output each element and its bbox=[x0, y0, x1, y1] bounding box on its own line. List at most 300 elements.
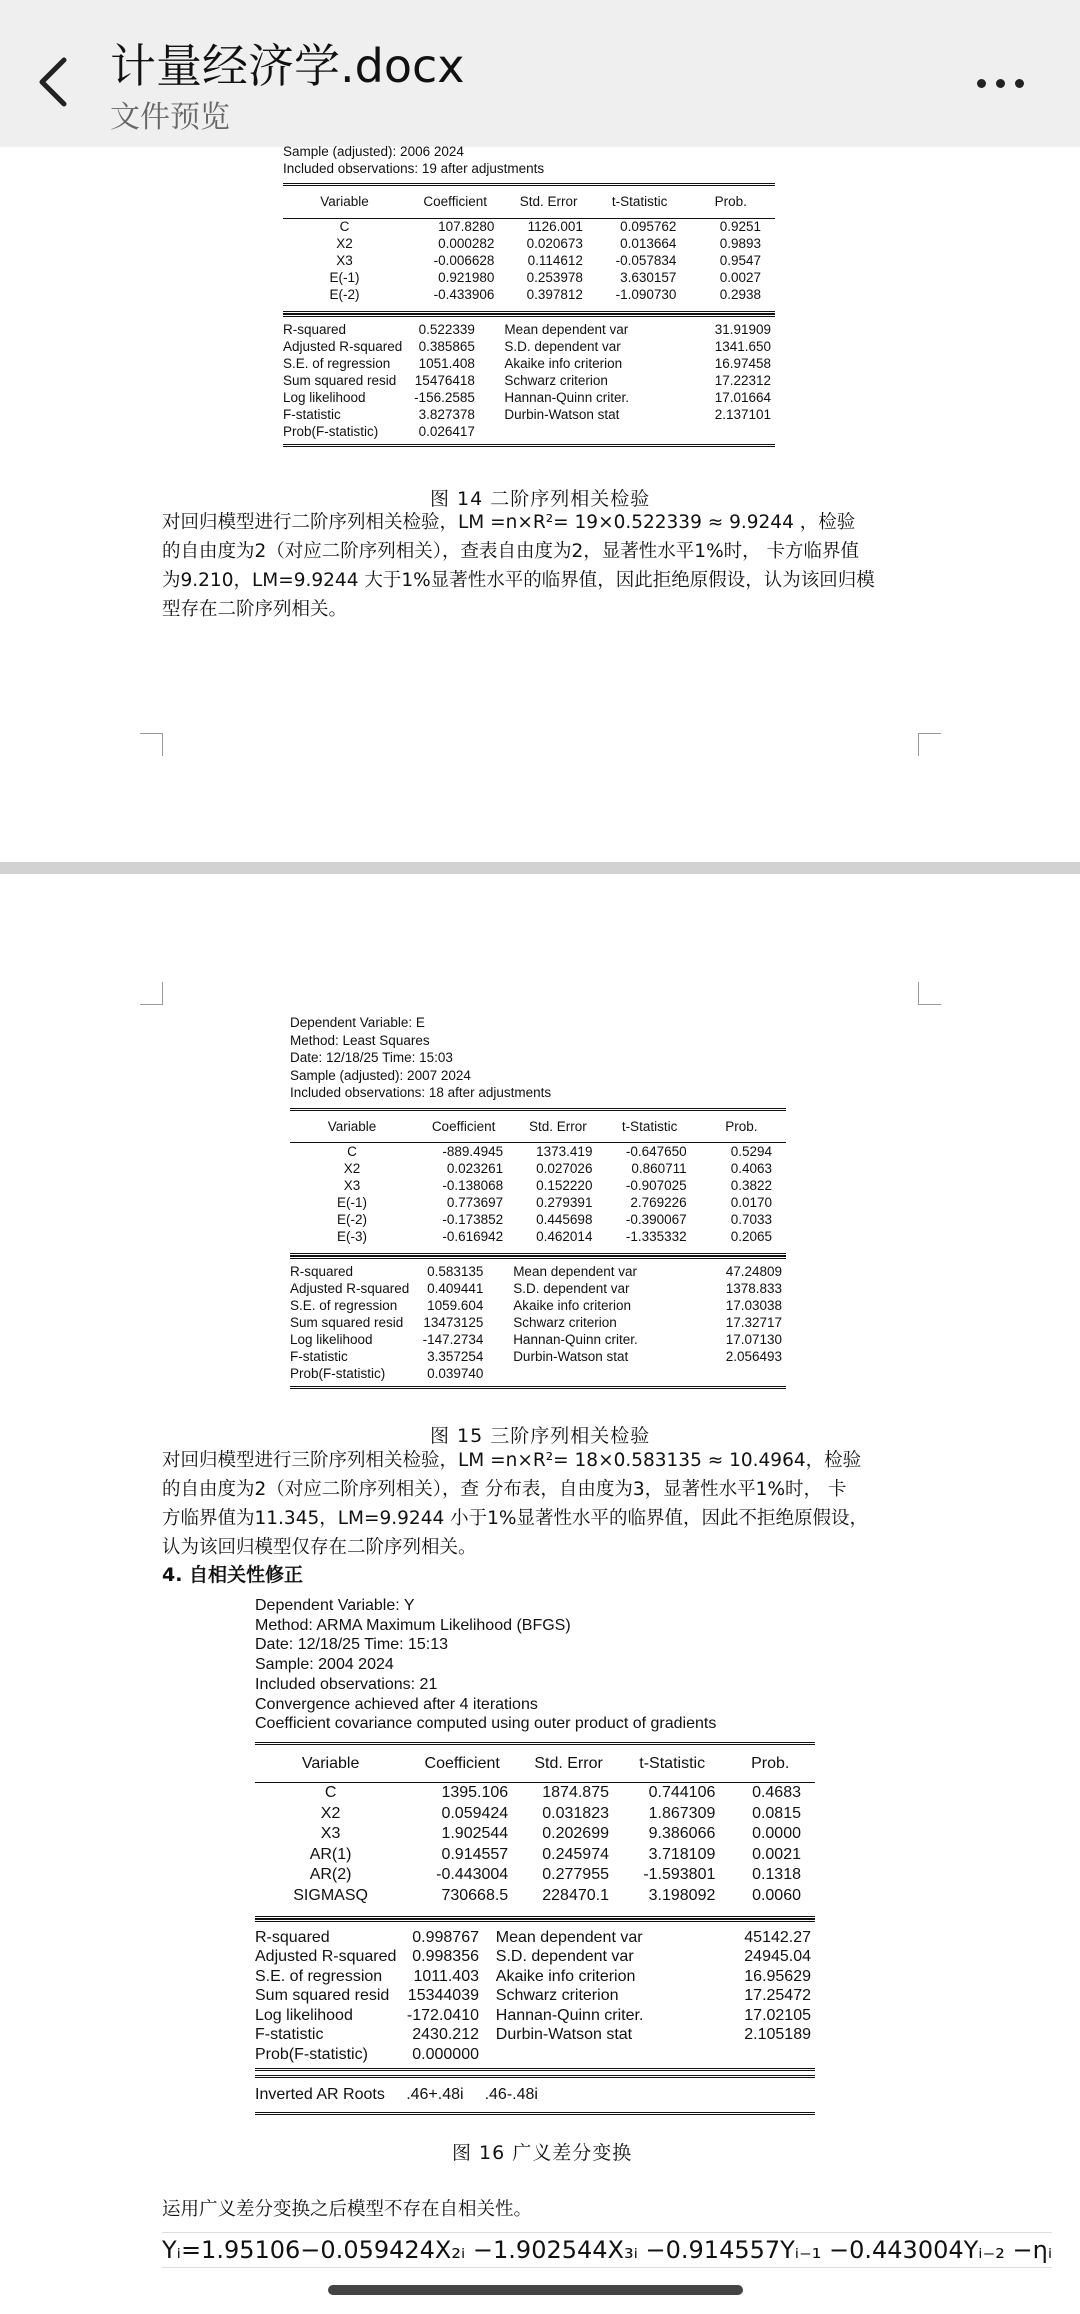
paragraph-line: 为9.210，LM=9.9244 大于1%显著性水平的临界值，因此拒绝原假设，认为该回归模 bbox=[162, 570, 875, 591]
coefficient-value: 0.114612 bbox=[527, 253, 583, 268]
statistic-value: 0.409441 bbox=[427, 1280, 484, 1296]
statistic-value: 0.026417 bbox=[418, 424, 475, 439]
statistic-row bbox=[283, 338, 775, 355]
statistic-value: 17.02105 bbox=[744, 2006, 811, 2024]
column-header: Prob. bbox=[725, 1118, 758, 1134]
statistic-value: 2430.212 bbox=[412, 2026, 479, 2044]
spacer-cell bbox=[483, 1280, 513, 1297]
statistic-value: 0.385865 bbox=[418, 339, 475, 354]
spacer-row bbox=[255, 2064, 815, 2068]
coefficient-value: 0.4063 bbox=[730, 1160, 772, 1176]
variable-name: X2 bbox=[343, 1160, 361, 1176]
coefficient-value: 0.1318 bbox=[752, 1866, 801, 1884]
page-separator bbox=[0, 862, 1080, 874]
statistic-value: 24945.04 bbox=[744, 1948, 811, 1966]
coefficient-value: 0.020673 bbox=[526, 236, 583, 251]
coefficient-value: 0.7033 bbox=[730, 1211, 772, 1227]
coefficient-row bbox=[255, 1885, 815, 1906]
statistic-value: 31.91909 bbox=[714, 322, 771, 337]
regression-meta-line: Date: 12/18/25 Time: 15:13 bbox=[255, 1636, 449, 1654]
spacer-row bbox=[290, 1245, 786, 1253]
variable-name: SIGMASQ bbox=[293, 1886, 368, 1904]
column-header: t-Statistic bbox=[621, 1118, 678, 1134]
spacer-cell bbox=[479, 2006, 496, 2026]
coefficient-value: 0.013664 bbox=[620, 236, 677, 251]
spacer-cell bbox=[475, 355, 505, 372]
variable-name: E(-1) bbox=[337, 1194, 367, 1210]
coefficient-table bbox=[283, 186, 775, 311]
regression-output-fig14 bbox=[283, 143, 775, 447]
statistic-row bbox=[283, 423, 775, 440]
coefficient-value: 3.630157 bbox=[620, 270, 677, 285]
statistic-label: Prob(F-statistic) bbox=[290, 1365, 386, 1381]
statistic-label: Log likelihood bbox=[255, 2006, 353, 2024]
coefficient-row bbox=[290, 1160, 786, 1177]
statistic-row bbox=[290, 1280, 786, 1297]
statistic-label: R-squared bbox=[290, 1263, 354, 1279]
regression-meta-line: Included observations: 21 bbox=[255, 1675, 438, 1693]
chevron-left-icon bbox=[28, 52, 78, 112]
statistic-row bbox=[255, 2045, 815, 2065]
statistic-label: Hannan-Quinn criter. bbox=[504, 390, 629, 405]
statistic-label: S.D. dependent var bbox=[513, 1280, 630, 1296]
paragraph-line: 型存在二阶序列相关。 bbox=[162, 599, 348, 620]
coefficient-value: 107.8280 bbox=[438, 219, 495, 235]
statistic-label: Adjusted R-squared bbox=[290, 1280, 410, 1296]
regression-meta-line: Coefficient covariance computed using outer product of gradients bbox=[255, 1715, 717, 1733]
coefficient-value: 0.914557 bbox=[441, 1845, 509, 1863]
statistic-label: Log likelihood bbox=[290, 1331, 373, 1347]
statistic-label: S.D. dependent var bbox=[504, 339, 621, 354]
spacer-cell bbox=[479, 1928, 496, 1948]
coefficient-value: 0.027026 bbox=[536, 1160, 593, 1176]
coefficient-value: -889.4945 bbox=[442, 1143, 504, 1159]
coefficient-value: 0.031823 bbox=[542, 1804, 609, 1822]
statistic-label: Mean dependent var bbox=[504, 322, 629, 337]
statistic-value: 3.827378 bbox=[418, 407, 475, 422]
statistic-value bbox=[692, 1365, 786, 1382]
coefficient-row bbox=[283, 252, 775, 269]
coefficient-row bbox=[255, 1783, 815, 1804]
statistic-label: Prob(F-statistic) bbox=[283, 424, 379, 439]
coefficient-value: -0.173852 bbox=[442, 1211, 504, 1227]
statistic-value: 0.039740 bbox=[427, 1365, 484, 1381]
paragraph-line: 的自由度为2（对应二阶序列相关），查 分布表，自由度为3，显著性水平1%时， 卡 bbox=[162, 1479, 847, 1500]
coefficient-row bbox=[255, 1824, 815, 1845]
regression-meta-line: Dependent Variable: E bbox=[290, 1015, 425, 1030]
column-header: Std. Error bbox=[519, 194, 578, 210]
statistic-label: F-statistic bbox=[283, 407, 341, 422]
regression-meta-line: Sample: 2004 2024 bbox=[255, 1656, 394, 1674]
variable-name: E(-3) bbox=[337, 1228, 367, 1244]
statistic-label: Adjusted R-squared bbox=[255, 1948, 397, 1966]
page-margin-mark bbox=[918, 733, 941, 756]
statistic-value: 1059.604 bbox=[427, 1297, 484, 1313]
coefficient-value: -1.593801 bbox=[643, 1866, 716, 1884]
spacer-cell bbox=[475, 338, 505, 355]
spacer-cell bbox=[483, 1365, 513, 1382]
coefficient-value: 0.023261 bbox=[446, 1160, 504, 1176]
statistic-row bbox=[290, 1263, 786, 1280]
statistic-row bbox=[283, 321, 775, 338]
coefficient-row bbox=[255, 1844, 815, 1865]
statistic-value bbox=[709, 2045, 815, 2065]
ar-roots-table bbox=[255, 2078, 815, 2112]
variable-name: X3 bbox=[336, 253, 353, 268]
spacer-cell bbox=[479, 1947, 496, 1967]
coefficient-value: -0.057834 bbox=[615, 253, 677, 268]
spacer-cell bbox=[483, 1297, 513, 1314]
paragraph-line: 对回归模型进行三阶序列相关检验，LM =n×R²= 18×0.583135 ≈ 10.4964，检验 bbox=[162, 1450, 862, 1471]
statistic-label: Schwarz criterion bbox=[504, 373, 608, 388]
coefficient-value: -0.907025 bbox=[625, 1177, 687, 1193]
spacer-cell bbox=[483, 1263, 513, 1280]
regression-meta-line: Method: Least Squares bbox=[290, 1032, 430, 1048]
back-button[interactable] bbox=[28, 52, 78, 112]
statistic-row bbox=[290, 1348, 786, 1365]
statistic-row bbox=[255, 1947, 815, 1967]
column-header: Variable bbox=[327, 1118, 377, 1134]
statistic-label: Schwarz criterion bbox=[513, 1314, 617, 1330]
variable-name: X3 bbox=[320, 1825, 341, 1843]
spacer-cell bbox=[483, 1331, 513, 1348]
more-dots-icon bbox=[996, 79, 1005, 88]
statistic-value: 1378.833 bbox=[725, 1280, 782, 1296]
statistic-row bbox=[290, 1365, 786, 1382]
statistic-label: Sum squared resid bbox=[290, 1314, 404, 1330]
statistics-table bbox=[255, 1922, 815, 2069]
coefficient-value: -0.390067 bbox=[625, 1211, 687, 1227]
spacer-cell bbox=[475, 406, 505, 423]
statistic-label: Akaike info criterion bbox=[504, 356, 623, 371]
column-header: Coefficient bbox=[424, 1754, 500, 1772]
statistic-value: 16.95629 bbox=[744, 1967, 811, 1985]
statistic-label: Mean dependent var bbox=[495, 1928, 643, 1946]
spacer-row bbox=[255, 1906, 815, 1916]
spacer-row bbox=[290, 1382, 786, 1386]
variable-name: AR(2) bbox=[309, 1866, 352, 1884]
document-title: 计量经济学.docx bbox=[110, 39, 465, 93]
coefficient-row bbox=[255, 1865, 815, 1886]
regression-meta-line: Included observations: 18 after adjustments bbox=[290, 1085, 552, 1100]
statistic-value bbox=[682, 423, 776, 440]
statistic-value: 2.137101 bbox=[714, 407, 771, 422]
statistic-label: Schwarz criterion bbox=[495, 1987, 619, 2005]
coefficient-row bbox=[255, 1803, 815, 1824]
statistic-label: S.E. of regression bbox=[255, 1967, 383, 1985]
statistic-label bbox=[513, 1365, 692, 1382]
coefficient-value: -0.616942 bbox=[442, 1228, 504, 1244]
ar-root-value: .46+.48i bbox=[406, 2086, 464, 2104]
column-header: Variable bbox=[320, 194, 369, 210]
more-options-button[interactable] bbox=[975, 62, 1055, 102]
regression-meta-line: Included observations: 19 after adjustments bbox=[283, 161, 545, 176]
statistic-value: 17.32717 bbox=[725, 1314, 782, 1330]
statistic-row bbox=[255, 2006, 815, 2026]
coefficient-value: 0.744106 bbox=[648, 1784, 716, 1802]
column-header: Std. Error bbox=[534, 1754, 603, 1772]
coefficient-row bbox=[290, 1211, 786, 1228]
coefficient-value: 0.462014 bbox=[536, 1228, 593, 1244]
statistic-label: R-squared bbox=[283, 322, 347, 337]
variable-name: X2 bbox=[336, 236, 353, 251]
coefficient-value: 3.718109 bbox=[648, 1845, 716, 1863]
coefficient-value: 0.445698 bbox=[536, 1211, 593, 1227]
statistic-label: Akaike info criterion bbox=[513, 1297, 631, 1313]
statistic-row bbox=[283, 355, 775, 372]
paragraph-line: 认为该回归模型仅存在二阶序列相关。 bbox=[162, 1537, 477, 1558]
statistic-label: Prob(F-statistic) bbox=[255, 2045, 368, 2063]
coefficient-row bbox=[283, 269, 775, 286]
coefficient-value: 1874.875 bbox=[542, 1784, 609, 1802]
statistic-value: 1341.650 bbox=[714, 339, 771, 354]
ar-roots-label: Inverted AR Roots bbox=[255, 2086, 385, 2104]
coefficient-value: 1373.419 bbox=[536, 1143, 593, 1159]
spacer-cell bbox=[479, 2025, 496, 2045]
variable-name: E(-1) bbox=[329, 270, 360, 285]
coefficient-value: 0.245974 bbox=[542, 1845, 609, 1863]
more-dots-icon bbox=[1015, 79, 1024, 88]
statistic-row bbox=[255, 1967, 815, 1987]
page-margin-mark bbox=[140, 982, 163, 1005]
coefficient-row bbox=[290, 1143, 786, 1160]
statistic-label bbox=[504, 423, 681, 440]
coefficient-value: 0.9251 bbox=[719, 219, 761, 235]
statistic-value: 13473125 bbox=[423, 1314, 484, 1330]
regression-meta-line: Sample (adjusted): 2006 2024 bbox=[283, 144, 464, 159]
more-dots-icon bbox=[977, 79, 986, 88]
coefficient-value: 1.902544 bbox=[441, 1825, 509, 1843]
statistic-label: F-statistic bbox=[255, 2026, 324, 2044]
spacer-cell bbox=[475, 321, 505, 338]
regression-meta-line: Sample (adjusted): 2007 2024 bbox=[290, 1067, 471, 1083]
statistic-label: Hannan-Quinn criter. bbox=[495, 2006, 644, 2024]
coefficient-value: 0.2938 bbox=[719, 287, 761, 302]
statistic-row bbox=[283, 406, 775, 423]
statistic-value: 0.998767 bbox=[412, 1928, 479, 1946]
spacer-cell bbox=[483, 1314, 513, 1331]
coefficient-value: 730668.5 bbox=[441, 1886, 509, 1904]
regression-meta-line: Convergence achieved after 4 iterations bbox=[255, 1695, 538, 1713]
coefficient-value: 0.0000 bbox=[752, 1825, 801, 1843]
statistic-value: 1051.408 bbox=[418, 356, 475, 371]
coefficient-value: 0.095762 bbox=[620, 219, 677, 235]
spacer-cell bbox=[475, 423, 505, 440]
coefficient-value: -0.443004 bbox=[436, 1866, 509, 1884]
statistic-label: Sum squared resid bbox=[255, 1987, 390, 2005]
statistic-label: R-squared bbox=[255, 1928, 330, 1946]
page-margin-mark bbox=[918, 982, 941, 1005]
paragraph-line: 方临界值为11.345，LM=9.9244 小于1%显著性水平的临界值，因此不拒绝原假设， bbox=[162, 1508, 868, 1529]
spacer-cell bbox=[479, 1967, 496, 1987]
statistic-label: S.E. of regression bbox=[290, 1297, 398, 1313]
statistic-row bbox=[283, 372, 775, 389]
coefficient-row bbox=[290, 1177, 786, 1194]
coefficient-row bbox=[283, 286, 775, 303]
coefficient-value: 1395.106 bbox=[441, 1784, 509, 1802]
coefficient-value: -1.090730 bbox=[615, 287, 677, 302]
spacer-cell bbox=[475, 372, 505, 389]
statistic-label: Durbin-Watson stat bbox=[495, 2026, 633, 2044]
statistics-table bbox=[283, 317, 775, 444]
coefficient-value: 0.3822 bbox=[730, 1177, 772, 1193]
paragraph bbox=[162, 1446, 922, 1562]
coefficient-table bbox=[290, 1111, 786, 1253]
paragraph-line: 对回归模型进行二阶序列相关检验，LM =n×R²= 19×0.522339 ≈ 9.9244 ，检验 bbox=[162, 512, 856, 533]
statistic-row bbox=[283, 389, 775, 406]
statistic-label: Durbin-Watson stat bbox=[513, 1348, 629, 1364]
figure-caption: 图 14 二阶序列相关检验 bbox=[430, 488, 651, 510]
spacer-row bbox=[283, 303, 775, 311]
spacer-row bbox=[283, 440, 775, 444]
coefficient-value: 0.253978 bbox=[526, 270, 583, 285]
coefficient-value: 0.279391 bbox=[536, 1194, 593, 1210]
column-header: t-Statistic bbox=[639, 1754, 706, 1772]
spacer-cell bbox=[479, 1986, 496, 2006]
ar-root-value: .46-.48i bbox=[484, 2086, 538, 2104]
coefficient-value: -0.647650 bbox=[625, 1143, 687, 1159]
statistic-label: Log likelihood bbox=[283, 390, 366, 405]
coefficient-value: 0.773697 bbox=[446, 1194, 504, 1210]
coefficient-value: 9.386066 bbox=[648, 1825, 716, 1843]
column-header: t-Statistic bbox=[611, 194, 668, 210]
column-header: Variable bbox=[301, 1754, 360, 1772]
coefficient-value: 0.921980 bbox=[438, 270, 495, 285]
statistic-value: 47.24809 bbox=[725, 1263, 782, 1279]
coefficient-value: 0.277955 bbox=[542, 1866, 609, 1884]
regression-equation: Yᵢ=1.95106−0.059424X₂ᵢ −1.902544X₃ᵢ −0.914557Yᵢ₋₁ −0.443004Yᵢ₋₂ −ηᵢ bbox=[162, 2232, 1052, 2268]
coefficient-value: 0.0021 bbox=[752, 1845, 801, 1863]
coefficient-value: 0.5294 bbox=[730, 1143, 772, 1159]
statistic-value: -156.2585 bbox=[414, 390, 475, 405]
variable-name: AR(1) bbox=[309, 1845, 352, 1863]
column-header: Coefficient bbox=[423, 194, 487, 210]
statistic-label: S.E. of regression bbox=[283, 356, 391, 371]
column-header: Prob. bbox=[751, 1754, 790, 1772]
regression-output-fig16 bbox=[255, 1596, 815, 2115]
statistic-label bbox=[496, 2045, 709, 2065]
regression-meta-line: Date: 12/18/25 Time: 15:03 bbox=[290, 1050, 453, 1065]
coefficient-value: 0.202699 bbox=[542, 1825, 609, 1843]
statistic-value: 17.03038 bbox=[725, 1297, 782, 1313]
figure-caption: 图 15 三阶序列相关检验 bbox=[430, 1425, 651, 1447]
coefficient-value: 2.769226 bbox=[630, 1194, 687, 1210]
top-app-bar bbox=[0, 0, 1080, 147]
paragraph: 运用广义差分变换之后模型不存在自相关性。 bbox=[162, 2199, 533, 2220]
statistic-value: 15476418 bbox=[414, 373, 475, 388]
coefficient-value: 3.198092 bbox=[648, 1886, 716, 1904]
statistic-label: Akaike info criterion bbox=[495, 1967, 636, 1985]
statistic-value: 45142.27 bbox=[744, 1928, 811, 1946]
statistic-value: -172.0410 bbox=[406, 2006, 479, 2024]
section-heading: 4. 自相关性修正 bbox=[162, 1564, 304, 1586]
coefficient-row bbox=[290, 1194, 786, 1211]
variable-name: E(-2) bbox=[337, 1211, 367, 1227]
coefficient-value: 0.860711 bbox=[631, 1160, 687, 1176]
statistic-row bbox=[290, 1297, 786, 1314]
coefficient-value: 0.000282 bbox=[438, 236, 495, 251]
statistic-value: -147.2734 bbox=[422, 1331, 484, 1347]
variable-name: C bbox=[339, 219, 350, 235]
column-header: Coefficient bbox=[431, 1118, 496, 1134]
statistic-row bbox=[290, 1331, 786, 1348]
coefficient-table bbox=[255, 1745, 815, 1916]
coefficient-value: -0.433906 bbox=[433, 287, 495, 302]
statistic-row bbox=[255, 1986, 815, 2006]
statistic-value: 16.97458 bbox=[714, 356, 771, 371]
statistic-value: 0.522339 bbox=[418, 322, 475, 337]
regression-meta-line: Dependent Variable: Y bbox=[255, 1597, 415, 1614]
figure-caption: 图 16 广义差分变换 bbox=[452, 2142, 633, 2164]
spacer-cell bbox=[479, 2045, 496, 2065]
statistic-label: S.D. dependent var bbox=[495, 1948, 634, 1966]
coefficient-row bbox=[283, 235, 775, 252]
statistic-value: 17.22312 bbox=[714, 373, 771, 388]
variable-name: X3 bbox=[343, 1177, 361, 1193]
statistic-row bbox=[255, 1928, 815, 1948]
statistics-table bbox=[290, 1259, 786, 1386]
spacer-cell bbox=[475, 389, 505, 406]
statistic-row bbox=[255, 2025, 815, 2045]
variable-name: X2 bbox=[320, 1804, 341, 1822]
coefficient-value: 0.0815 bbox=[752, 1804, 801, 1822]
statistic-label: Durbin-Watson stat bbox=[504, 407, 620, 422]
statistic-label: Hannan-Quinn criter. bbox=[513, 1331, 638, 1347]
statistic-value: 1011.403 bbox=[413, 1967, 479, 1985]
coefficient-value: -1.335332 bbox=[625, 1228, 687, 1244]
statistic-value: 15344039 bbox=[407, 1987, 479, 2005]
home-indicator[interactable] bbox=[328, 2285, 743, 2295]
statistic-value: 0.998356 bbox=[412, 1948, 479, 1966]
coefficient-value: 0.0060 bbox=[752, 1886, 801, 1904]
coefficient-value: 0.0027 bbox=[719, 270, 761, 285]
statistic-row bbox=[290, 1314, 786, 1331]
coefficient-value: 0.152220 bbox=[536, 1177, 593, 1193]
variable-name: C bbox=[324, 1784, 337, 1802]
statistic-value: 0.000000 bbox=[412, 2045, 479, 2063]
statistic-value: 0.583135 bbox=[427, 1263, 484, 1279]
coefficient-value: 1126.001 bbox=[527, 219, 583, 235]
coefficient-value: -0.138068 bbox=[442, 1177, 504, 1193]
column-header: Prob. bbox=[714, 194, 747, 210]
statistic-value: 2.056493 bbox=[725, 1348, 782, 1364]
coefficient-value: -0.006628 bbox=[433, 253, 495, 268]
statistic-value: 17.25472 bbox=[744, 1987, 811, 2005]
regression-meta-line: Method: ARMA Maximum Likelihood (BFGS) bbox=[255, 1616, 571, 1634]
statistic-label: Mean dependent var bbox=[513, 1263, 638, 1279]
statistic-label: Adjusted R-squared bbox=[283, 339, 403, 354]
coefficient-value: 1.867309 bbox=[648, 1804, 716, 1822]
coefficient-row bbox=[283, 218, 775, 235]
coefficient-value: 0.397812 bbox=[526, 287, 583, 302]
statistic-label: Sum squared resid bbox=[283, 373, 397, 388]
statistic-value: 17.01664 bbox=[714, 390, 771, 405]
coefficient-value: 0.4683 bbox=[752, 1784, 801, 1802]
column-header: Std. Error bbox=[528, 1118, 587, 1134]
statistic-value: 17.07130 bbox=[725, 1331, 782, 1347]
variable-name: E(-2) bbox=[329, 287, 360, 302]
regression-output-fig15 bbox=[290, 1014, 786, 1389]
coefficient-value: 0.0170 bbox=[730, 1194, 772, 1210]
coefficient-value: 0.9893 bbox=[719, 236, 761, 251]
paragraph-line: 的自由度为2（对应二阶序列相关），查表自由度为2，显著性水平1%时， 卡方临界值 bbox=[162, 541, 860, 562]
coefficient-value: 0.059424 bbox=[441, 1804, 509, 1822]
statistic-value: 3.357254 bbox=[427, 1348, 484, 1364]
document-subtitle: 文件预览 bbox=[110, 100, 230, 135]
statistic-value: 2.105189 bbox=[744, 2026, 811, 2044]
coefficient-row bbox=[290, 1228, 786, 1245]
coefficient-value: 228470.1 bbox=[542, 1886, 609, 1904]
